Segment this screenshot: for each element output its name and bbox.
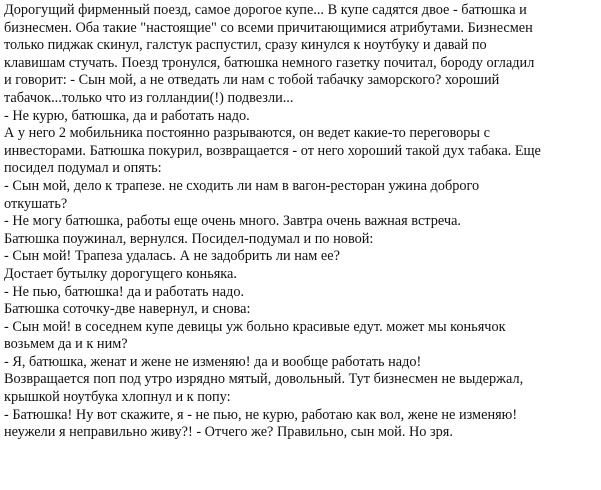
- text-line: Батюшка поужинал, вернулся. Посидел-подумал и по новой:: [4, 230, 374, 247]
- text-line: инвесторами. Батюшка покурил, возвращается - от него хороший такой дух табака. Еще: [4, 142, 541, 159]
- text-line: А у него 2 мобильника постоянно разрываются, он ведет какие-то переговоры с: [4, 125, 490, 142]
- text-line: неужели я неправильно живу?! - Отчего же? Правильно, сын мой. Но зря.: [4, 424, 453, 441]
- text-line: бизнесмен. Оба такие "настоящие" со всеми причитающимися атрибутами. Бизнесмен: [4, 19, 533, 36]
- text-line: и говорит: - Сын мой, а не отведать ли нам с тобой табачку заморского? хороший: [4, 72, 500, 89]
- text-line: возьмем да и к ним?: [4, 336, 128, 353]
- text-line: откушать?: [4, 195, 68, 212]
- text-line: Батюшка соточку-две навернул, и снова:: [4, 301, 251, 318]
- text-line: - Сын мой! Трапеза удалась. А не задобрить ли нам ее?: [4, 248, 340, 265]
- text-line: Возвращается поп под утро изрядно мятый, довольный. Тут бизнесмен не выдержал,: [4, 371, 524, 388]
- text-line: Достает бутылку дорогущего коньяка.: [4, 265, 237, 282]
- text-line: - Сын мой! в соседнем купе девицы уж больно красивые едут. может мы коньячок: [4, 318, 506, 335]
- text-line: - Батюшка! Ну вот скажите, я - не пью, не курю, работаю как вол, жене не изменяю!: [4, 406, 518, 423]
- text-line: посидел подумал и опять:: [4, 160, 162, 177]
- text-line: - Не пью, батюшка! да и работать надо.: [4, 283, 245, 300]
- text-line: Дорогущий фирменный поезд, самое дорогое купе... В купе садятся двое - батюшка и: [4, 2, 527, 18]
- text-line: крышкой ноутбука хлопнул и к попу:: [4, 389, 231, 406]
- text-line: - Не курю, батюшка, да и работать надо.: [4, 107, 250, 124]
- text-line: клавишам стучать. Поезд тронулся, батюшка немного газетку почитал, бороду огладил: [4, 54, 535, 71]
- text-line: только пиджак скинул, галстук распустил, сразу кинулся к ноутбуку и давай по: [4, 37, 487, 54]
- text-line: - Я, батюшка, женат и жене не изменяю! да и вообще работать надо!: [4, 353, 422, 370]
- text-line: - Не могу батюшка, работы еще очень много. Завтра очень важная встреча.: [4, 213, 461, 230]
- text-line: - Сын мой, дело к трапезе. не сходить ли нам в вагон-ресторан ужина доброго: [4, 177, 480, 194]
- text-line: табачок...только что из голландии(!) подвезли...: [4, 89, 294, 106]
